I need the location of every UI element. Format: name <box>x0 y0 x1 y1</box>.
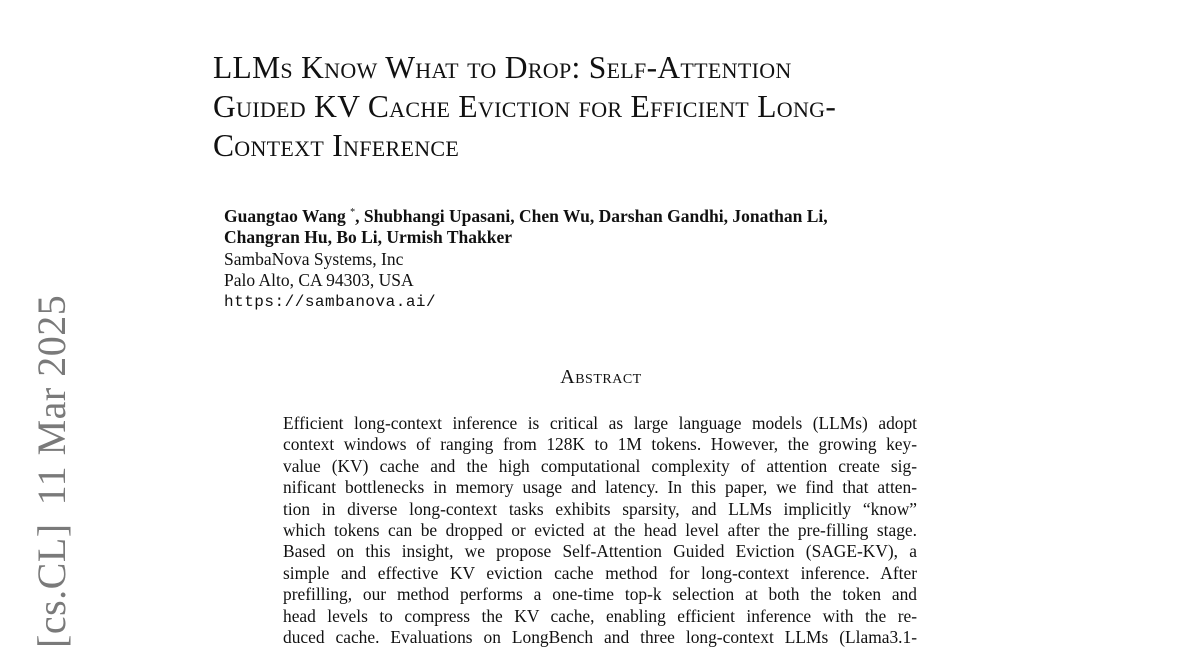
abstract-heading <box>0 366 1200 389</box>
paper-title <box>213 48 1003 165</box>
abstract-line: context windows of ranging from 128K to 1M tokens. However, the growing key- <box>283 434 917 455</box>
abstract-line: value (KV) cache and the high computational complexity of attention create sig- <box>283 455 917 476</box>
arxiv-category: [cs.CL] <box>29 523 74 648</box>
first-author: Guangtao Wang <box>224 205 346 226</box>
arxiv-date: 11 Mar 2025 <box>29 294 74 506</box>
affiliation: SambaNova Systems, Inc <box>224 248 404 269</box>
abstract-heading-text: Abstract <box>560 366 642 388</box>
abstract-line: which tokens can be dropped or evicted at the head level after the pre-filling stage. <box>283 520 917 541</box>
abstract-line: Based on this insight, we propose Self-Attention Guided Eviction (SAGE-KV), a <box>283 541 917 562</box>
title-line: LLMs Know What to Drop: Self-Attention <box>213 50 792 85</box>
footnote-mark: * <box>350 207 356 218</box>
author-names-line-1: Guangtao Wang *, Shubhangi Upasani, Chen Wu, Darshan Gandhi, Jonathan Li, <box>224 205 828 226</box>
abstract-line: Efficient long-context inference is critical as large language models (LLMs) adopt <box>283 413 917 433</box>
abstract-line: simple and effective KV eviction cache method for long-context inference. After <box>283 562 917 583</box>
abstract-line: nificant bottlenecks in memory usage and latency. In this paper, we find that atten- <box>283 477 917 498</box>
title-line: Guided KV Cache Eviction for Efficient Long- <box>213 89 837 124</box>
abstract-line: prefilling, our method performs a one-time top-k selection at both the token and <box>283 584 917 605</box>
title-line: Context Inference <box>213 128 460 163</box>
author-names-line-2: Changran Hu, Bo Li, Urmish Thakker <box>224 227 513 248</box>
author-block <box>224 202 828 313</box>
abstract-line: head levels to compress the KV cache, enabling efficient inference with the re- <box>283 605 917 626</box>
arxiv-stamp <box>28 295 75 648</box>
abstract-line: duced cache. Evaluations on LongBench and three long-context LLMs (Llama3.1- <box>283 627 917 648</box>
affiliation-url[interactable]: https://sambanova.ai/ <box>224 292 437 311</box>
abstract-body <box>283 413 917 648</box>
address: Palo Alto, CA 94303, USA <box>224 270 414 291</box>
coauthors: Shubhangi Upasani, Chen Wu, Darshan Gandhi, Jonathan Li, <box>363 205 828 226</box>
abstract-line: tion in diverse long-context tasks exhibits sparsity, and LLMs implicitly “know” <box>283 498 917 519</box>
